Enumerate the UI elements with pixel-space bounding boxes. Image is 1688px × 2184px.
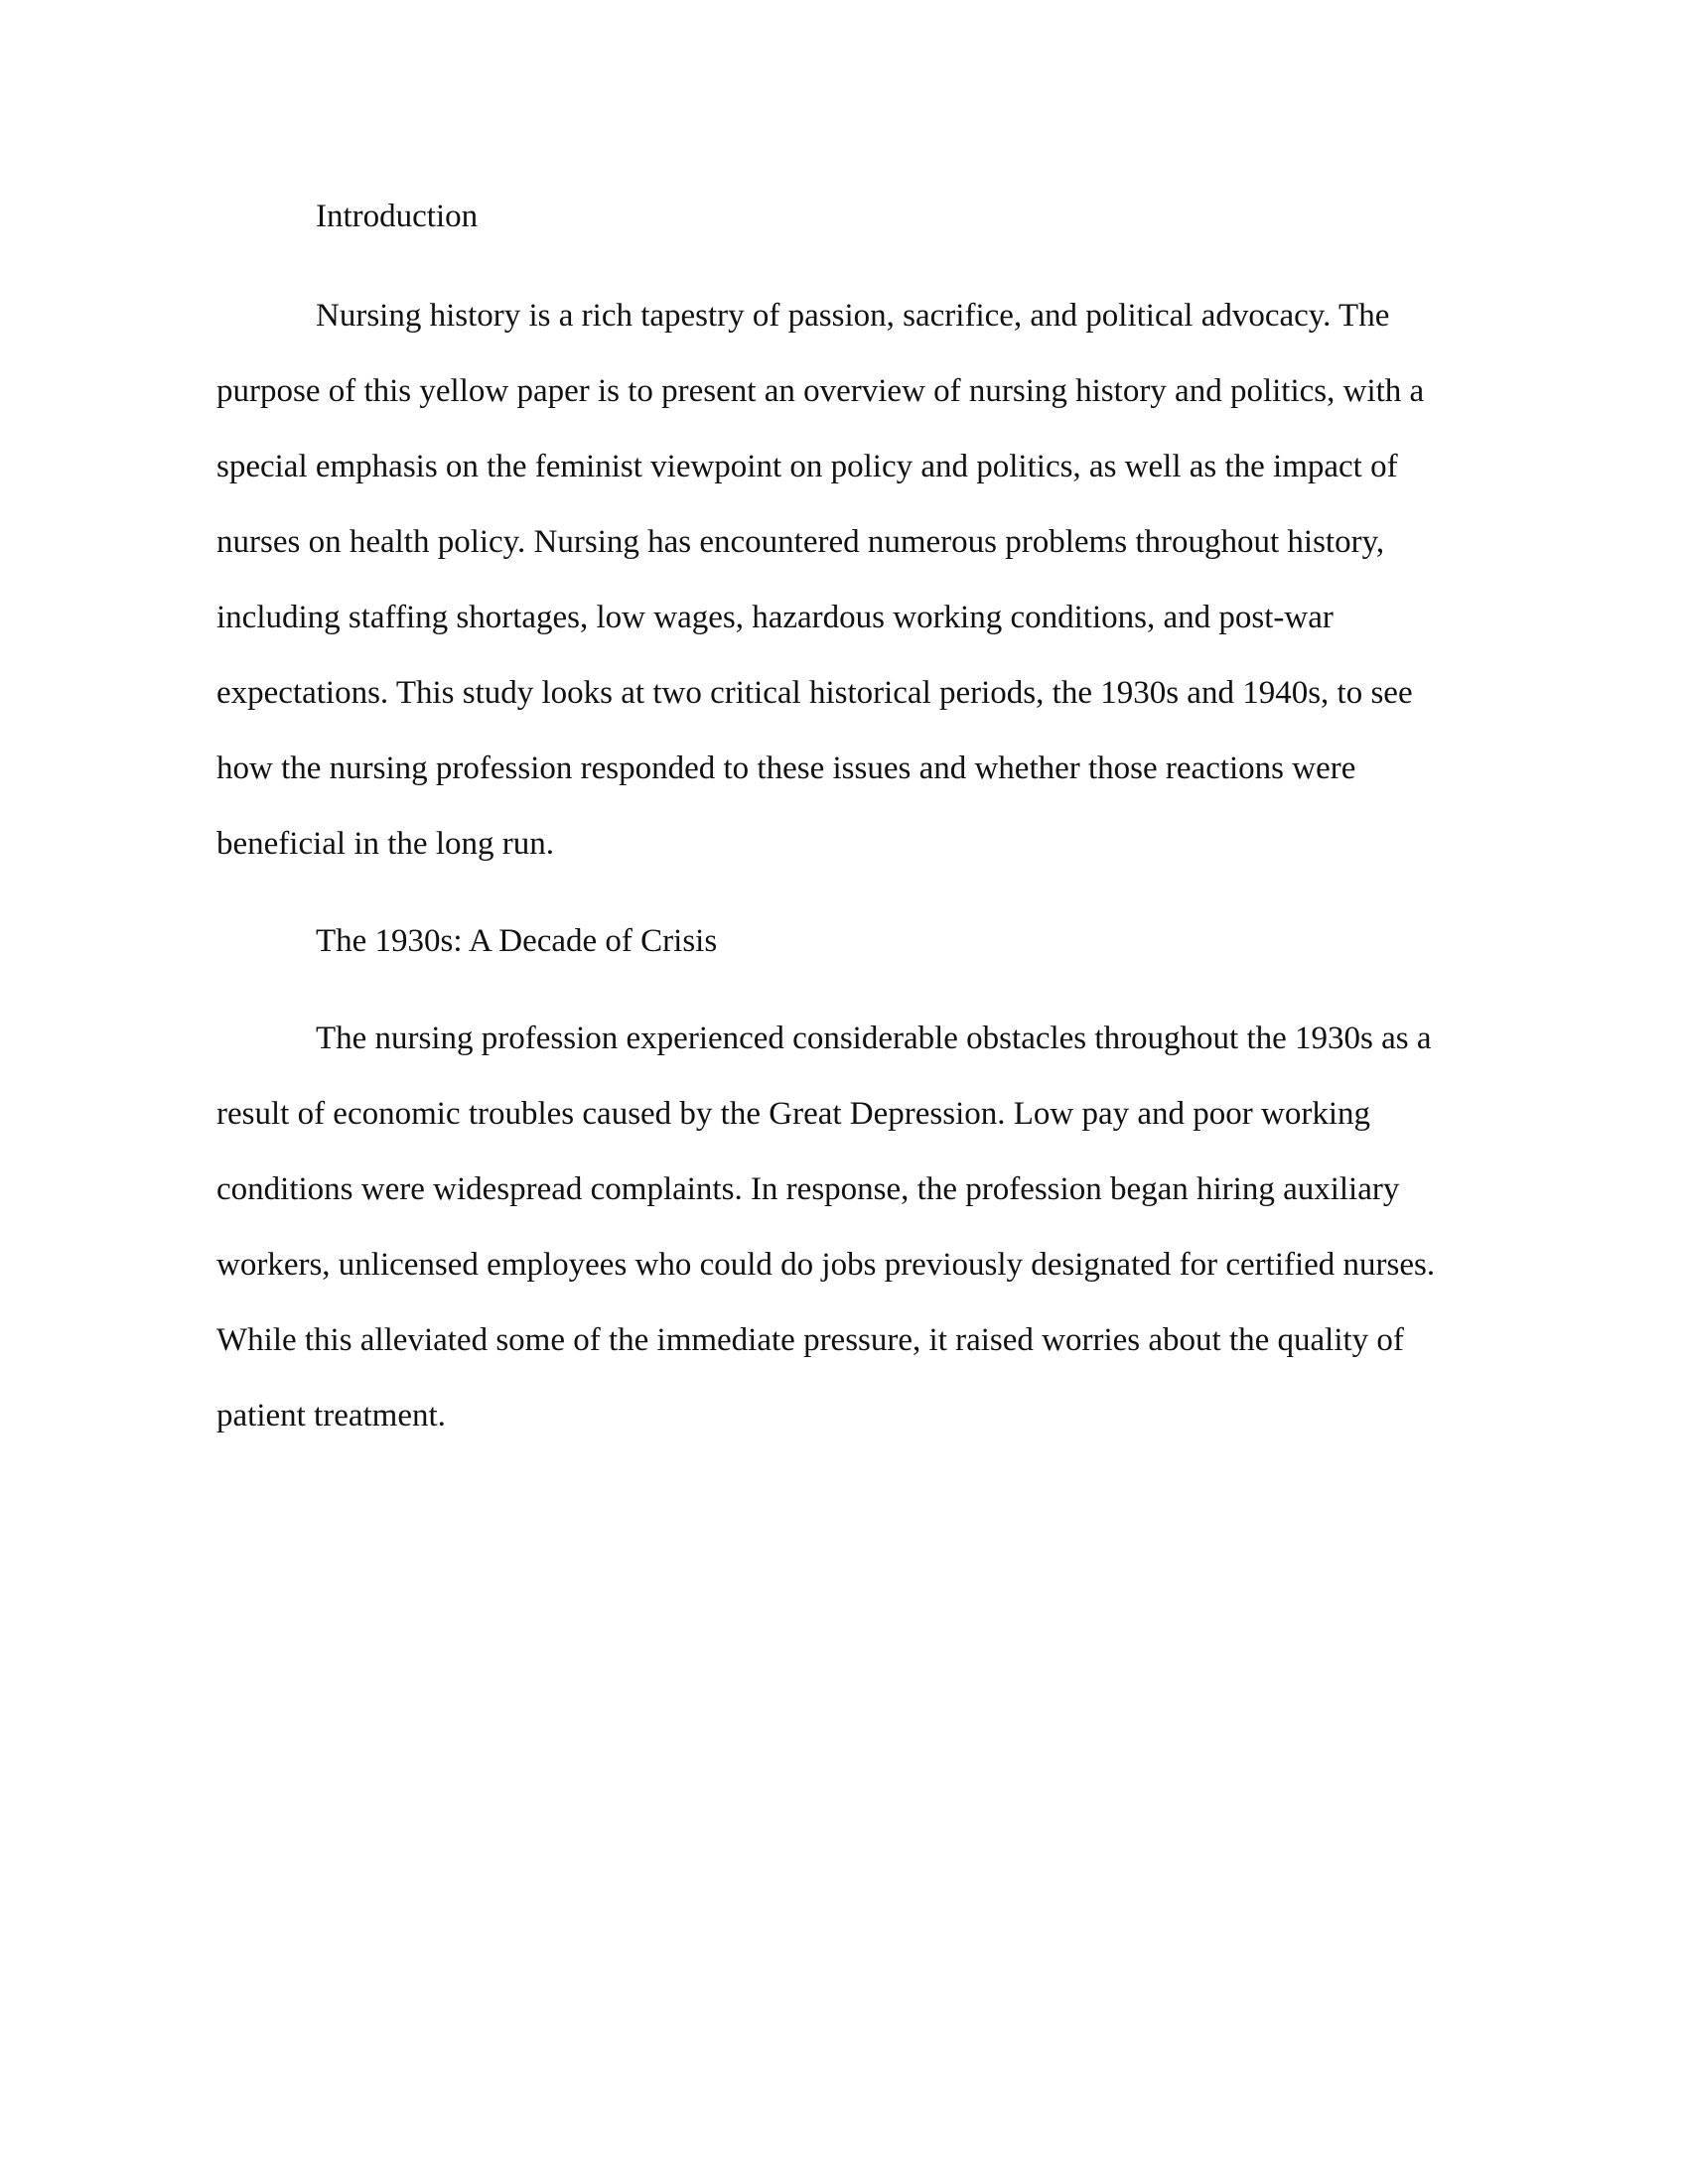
section-1930s-line-6: patient treatment.	[216, 1398, 446, 1433]
intro-line-3: special emphasis on the feminist viewpoint on policy and politics, as well as the impact of	[216, 449, 1398, 484]
section-1930s-line-1: The nursing profession experienced considerable obstacles throughout the 1930s as a	[316, 1021, 1432, 1056]
intro-line-2: purpose of this yellow paper is to present an overview of nursing history and politics, with a	[216, 373, 1425, 409]
heading-1930s: The 1930s: A Decade of Crisis	[316, 923, 718, 959]
intro-line-4: nurses on health policy. Nursing has encountered numerous problems throughout history,	[216, 524, 1385, 560]
intro-line-6: expectations. This study looks at two critical historical periods, the 1930s and 1940s, to see	[216, 675, 1413, 711]
section-1930s-line-2: result of economic troubles caused by the Great Depression. Low pay and poor working	[216, 1096, 1371, 1132]
heading-introduction: Introduction	[316, 199, 479, 234]
intro-line-8: beneficial in the long run.	[216, 826, 554, 862]
intro-line-1: Nursing history is a rich tapestry of passion, sacrifice, and political advocacy. The	[316, 298, 1390, 334]
intro-line-5: including staffing shortages, low wages, hazardous working conditions, and post-war	[216, 600, 1334, 635]
intro-line-7: how the nursing profession responded to these issues and whether those reactions were	[216, 751, 1356, 786]
section-1930s-line-4: workers, unlicensed employees who could do jobs previously designated for certified nurses.	[216, 1247, 1436, 1283]
section-1930s-line-3: conditions were widespread complaints. In response, the profession began hiring auxiliary	[216, 1171, 1400, 1207]
section-1930s-line-5: While this alleviated some of the immediate pressure, it raised worries about the quality of	[216, 1322, 1404, 1358]
